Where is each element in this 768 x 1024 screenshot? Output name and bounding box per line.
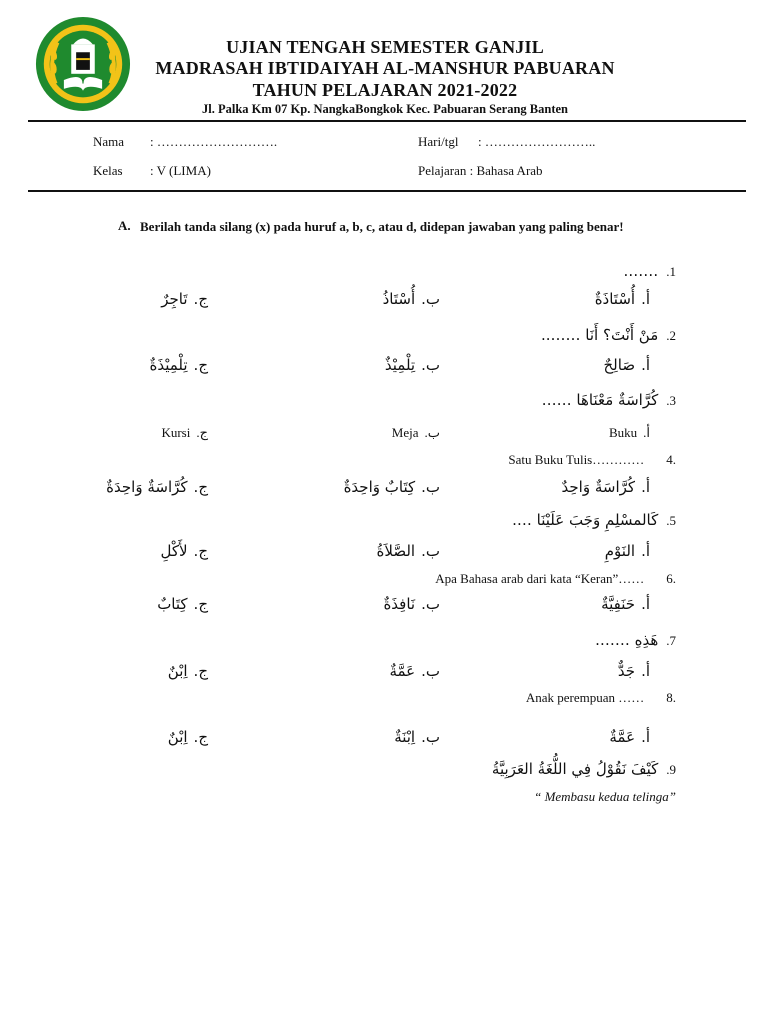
- option-c[interactable]: ج.تِلْمِيْذَةٌ: [149, 356, 208, 374]
- nama-field[interactable]: [93, 134, 277, 150]
- kelas-value: : V (LIMA): [150, 163, 211, 178]
- question-5: 5.كَالمسْلِمِ وَجَبَ عَلَيْنَا ….: [512, 511, 676, 529]
- hari-label: Hari/tgl: [418, 134, 459, 149]
- question-7: 7.هَذِهِ …….: [595, 631, 676, 649]
- option-a[interactable]: أ.حَنَفِيَّةٌ: [601, 595, 650, 613]
- nama-value: : ……………………….: [150, 134, 278, 149]
- nama-label: Nama: [93, 134, 125, 149]
- question-text: Anak perempuan ……: [525, 690, 645, 705]
- option-b[interactable]: ب.الصَّلاَةُ: [376, 542, 440, 560]
- kelas-label: Kelas: [93, 163, 123, 178]
- pelajaran-field: [418, 163, 543, 179]
- school-logo: [34, 15, 132, 113]
- option-c[interactable]: ج.Kursi: [161, 425, 208, 440]
- header-divider: [28, 120, 746, 122]
- option-b[interactable]: ب.تِلْمِيْذٌ: [384, 356, 440, 374]
- question-text: كَالمسْلِمِ وَجَبَ عَلَيْنَا ….: [512, 511, 659, 529]
- question-text: Apa Bahasa arab dari kata “Keran”……: [435, 571, 645, 586]
- option-c[interactable]: ج.تَاجِرٌ: [161, 290, 208, 308]
- kelas-field: [93, 163, 211, 179]
- school-year: TAHUN PELAJARAN 2021-2022: [252, 80, 518, 100]
- option-c[interactable]: ج.اِبْنٌ: [167, 728, 208, 746]
- option-b[interactable]: ب.Meja: [391, 425, 440, 440]
- option-c[interactable]: ج.لأَكْلِ: [160, 542, 208, 560]
- pelajaran-label: Pelajaran: [418, 163, 467, 178]
- question-text: هَذِهِ …….: [595, 631, 659, 649]
- section-letter: A.: [118, 218, 131, 233]
- info-divider: [28, 190, 746, 192]
- option-a[interactable]: أ.جَدٌّ: [617, 662, 650, 680]
- question-text: كُرَّاسَةٌ مَعْنَاهَا ……: [541, 391, 659, 409]
- pelajaran-value: : Bahasa Arab: [469, 163, 543, 178]
- exam-title: UJIAN TENGAH SEMESTER GANJIL: [226, 37, 544, 57]
- option-b[interactable]: ب.نَافِذَةٌ: [383, 595, 440, 613]
- section-instruction: Berilah tanda silang (x) pada huruf a, b, c, atau d, didepan jawaban yang paling benar!: [140, 219, 624, 234]
- hari-value: : ……………………..: [478, 134, 596, 149]
- option-b[interactable]: ب.أُسْتَاذُ: [382, 290, 440, 308]
- option-c[interactable]: ج.اِبْنٌ: [167, 662, 208, 680]
- option-a[interactable]: أ.عَمَّةٌ: [609, 728, 650, 746]
- question-9: 9.كَيْفَ نَقُوْلُ فِي اللُّغَةُ العَرَبِيَّةُ: [491, 760, 676, 778]
- question-2: 2.مَنْ أَنْتَ؟ أَنَا ……..: [541, 326, 676, 344]
- option-c[interactable]: ج.كُرَّاسَةٌ وَاحِدَةٌ: [106, 478, 208, 496]
- option-c[interactable]: ج.كِتَابٌ: [157, 595, 208, 613]
- question-8: Anak perempuan …… 8.: [525, 690, 676, 705]
- school-name: MADRASAH IBTIDAIYAH AL-MANSHUR PABUARAN: [155, 58, 615, 78]
- question-3: 3.كُرَّاسَةٌ مَعْنَاهَا ……: [541, 391, 676, 409]
- question-1: 1.…….: [623, 262, 676, 280]
- question-text: …….: [623, 262, 659, 280]
- option-a[interactable]: أ.أُسْتَاذَةٌ: [594, 290, 650, 308]
- question-4: Satu Buku Tulis………… 4.: [508, 452, 676, 467]
- question-text: مَنْ أَنْتَ؟ أَنَا ……..: [541, 326, 659, 344]
- option-b[interactable]: ب.اِبْنَةٌ: [394, 728, 440, 746]
- question-9-hint: “ Membasu kedua telinga”: [534, 789, 676, 804]
- question-6: Apa Bahasa arab dari kata “Keran”…… 6.: [435, 571, 676, 586]
- option-a[interactable]: أ.Buku: [608, 425, 650, 440]
- school-address: Jl. Palka Km 07 Kp. NangkaBongkok Kec. Pabuaran Serang Banten: [201, 102, 569, 116]
- option-a[interactable]: أ.صَالِحٌ: [603, 356, 650, 374]
- question-text: Satu Buku Tulis…………: [508, 452, 645, 467]
- option-a[interactable]: أ.كُرَّاسَةٌ وَاحِدٌ: [561, 478, 650, 496]
- question-text: كَيْفَ نَقُوْلُ فِي اللُّغَةُ العَرَبِيَّةُ: [491, 760, 659, 778]
- option-b[interactable]: ب.عَمَّةٌ: [389, 662, 440, 680]
- option-b[interactable]: ب.كِتَابٌ وَاحِدَةٌ: [343, 478, 440, 496]
- option-a[interactable]: أ.النَوْمِ: [604, 542, 650, 560]
- hari-field[interactable]: [418, 134, 595, 150]
